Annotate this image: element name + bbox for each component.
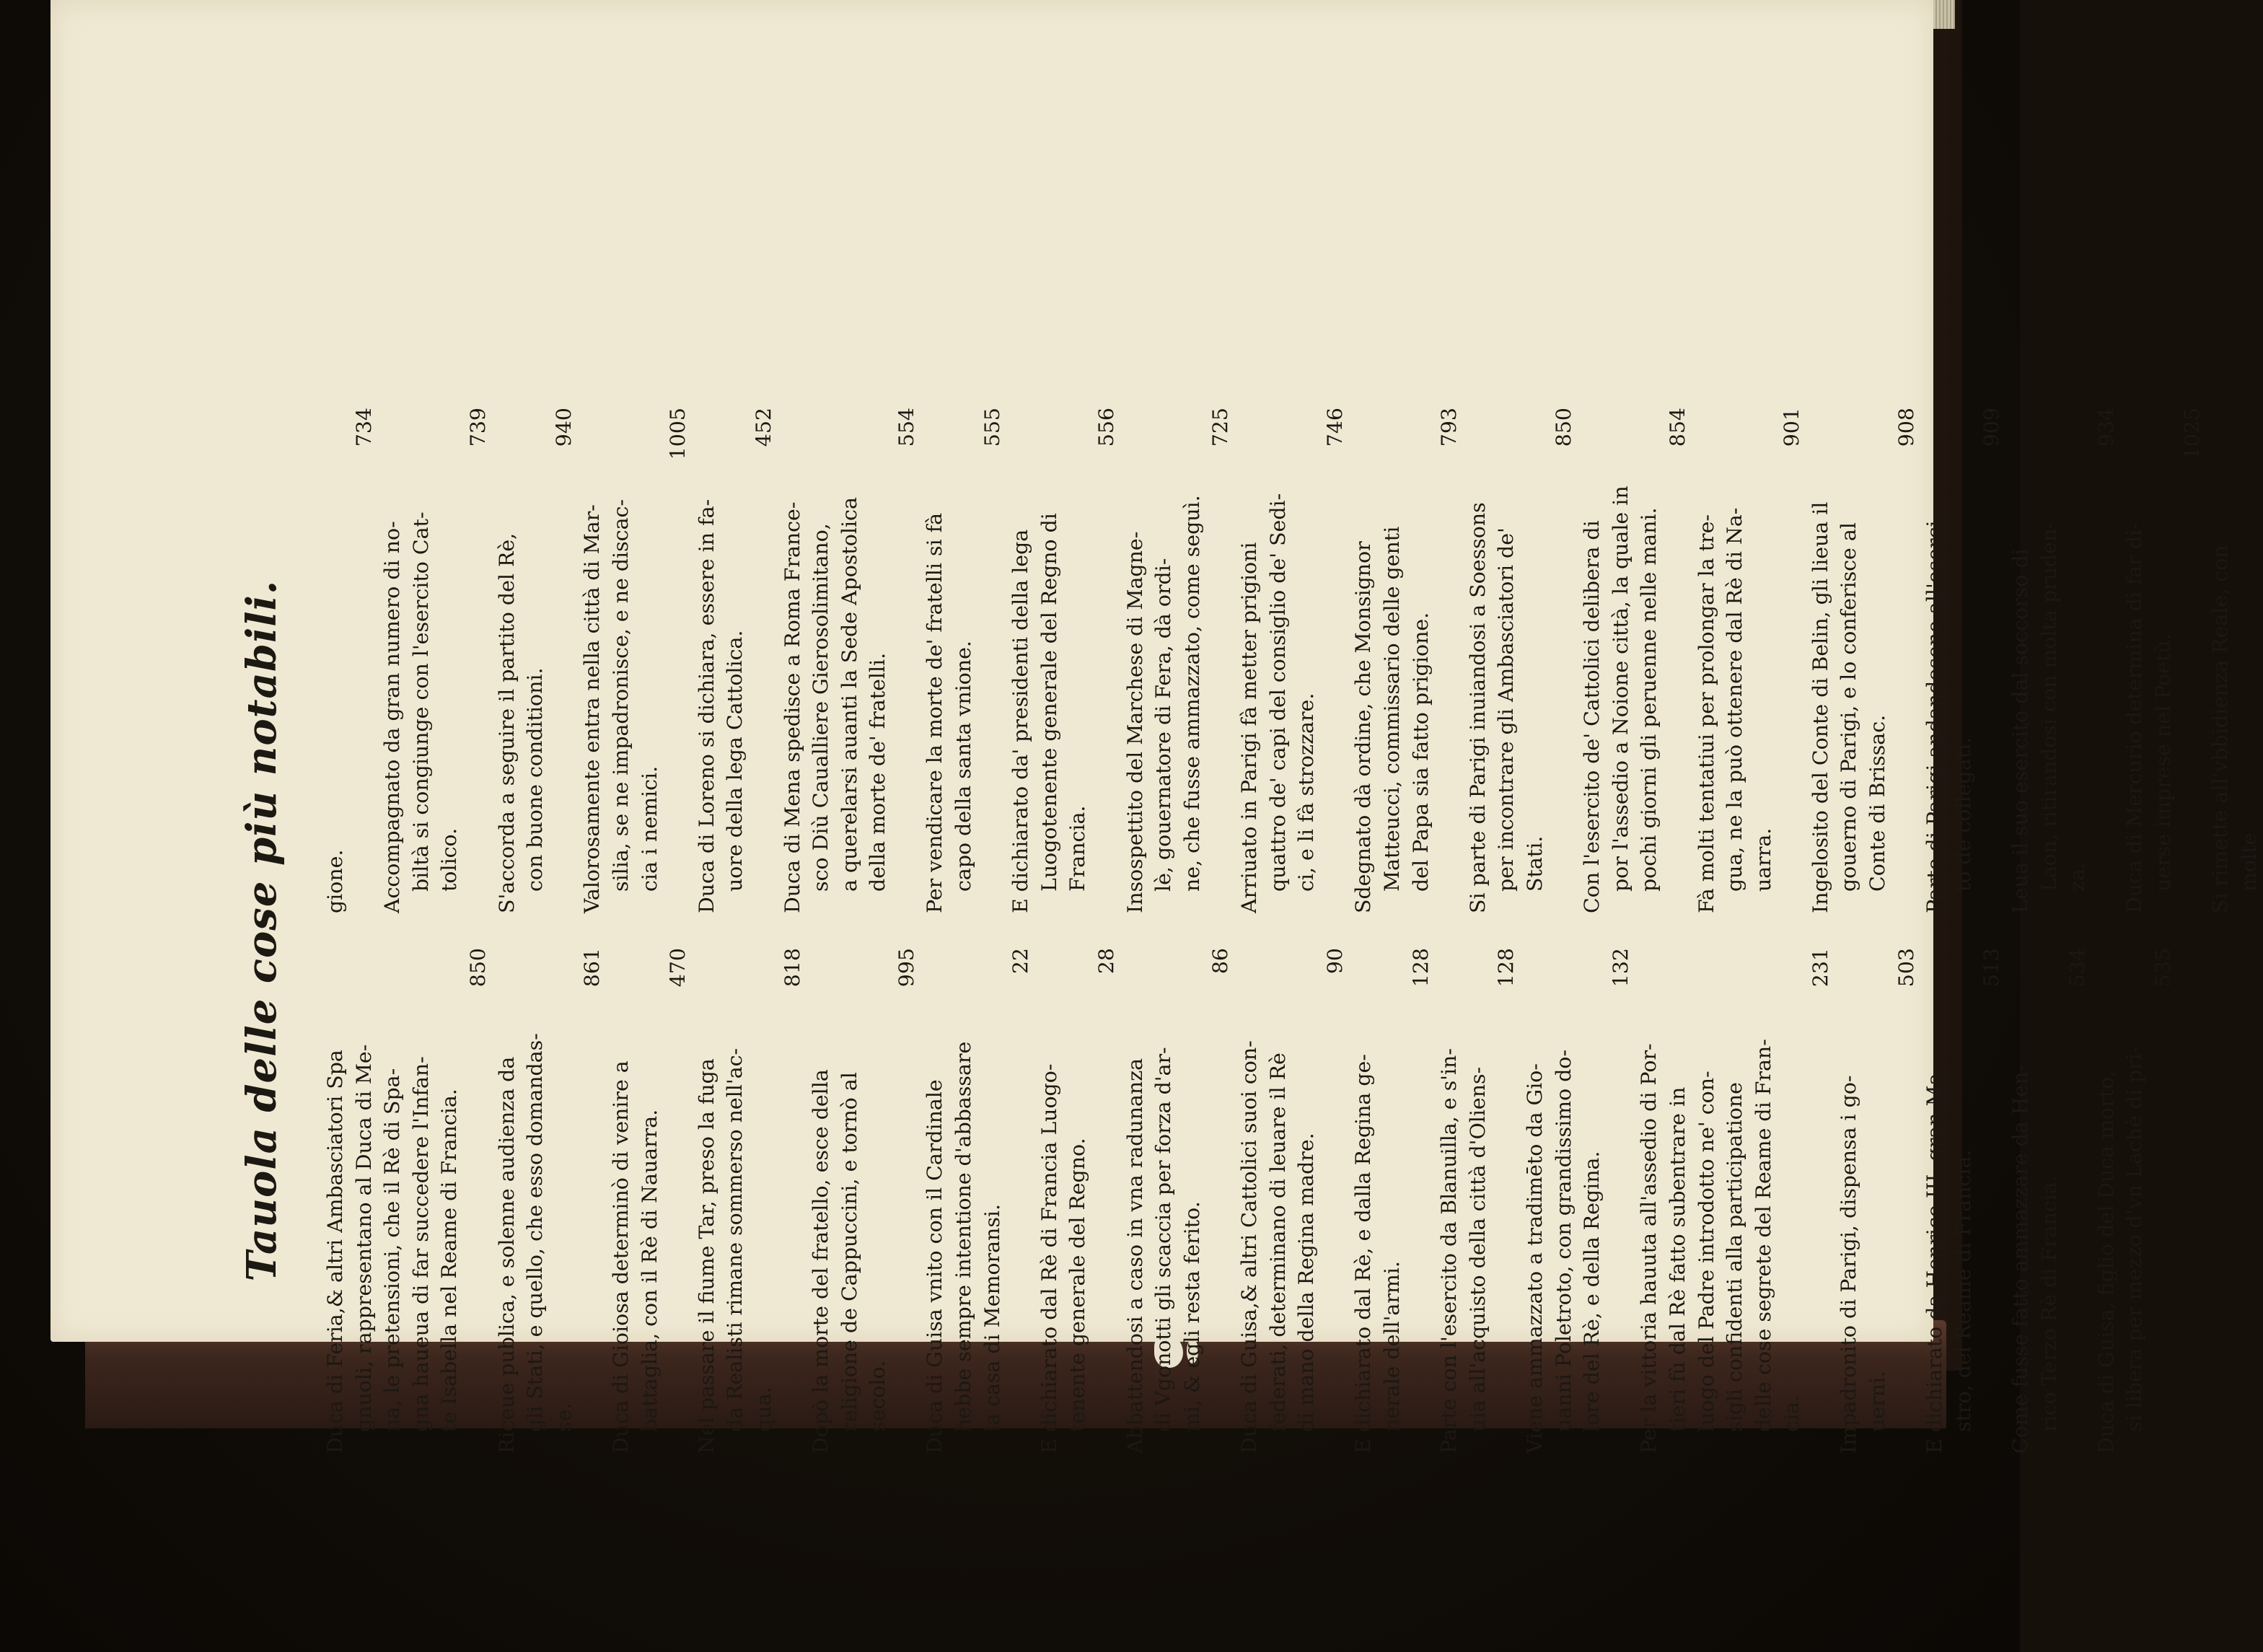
index-entry-line: to de collegati. <box>1951 737 1975 892</box>
index-entry-page-number: 555 <box>980 408 1004 447</box>
index-entry-page-number: 734 <box>351 408 376 447</box>
index-entry-page-number: 534 <box>2065 948 2090 988</box>
index-entry-line: tenente generale del Regno. <box>1065 1138 1090 1432</box>
index-entry-page-number-line <box>1977 948 2006 1454</box>
index-entry-line: Duca di Gioiosa determinò di venire a <box>608 1060 633 1454</box>
index-entry-line: pochi giorni gli peruenne nelle mani. <box>1637 507 1661 892</box>
index-entry-line: Per la vittoria hauuta all'assedio di Por- <box>1637 1043 1661 1454</box>
index-entry-line: Stati. <box>1522 835 1547 892</box>
index-entry-page-number-line <box>1092 408 1121 913</box>
index-entry-line: mi, & egli resta ferito. <box>1179 1201 1204 1432</box>
index-entry-line: hebbe sempre intentione d'abbassare <box>952 1041 976 1432</box>
index-entry-page-number: 725 <box>1208 408 1233 447</box>
index-entry <box>1349 948 1435 1454</box>
index-entry-page-number-line <box>1492 948 1521 1454</box>
index-entry-page-number: 28 <box>1094 948 1119 975</box>
index-entry-line: ne, che fusse ammazzato, come seguì. <box>1179 495 1204 892</box>
index-entry <box>378 408 492 913</box>
index-entry <box>1235 948 1349 1454</box>
index-entry <box>693 948 807 1454</box>
index-entry-line: Valorosamente entra nella città di Mar- <box>580 504 605 913</box>
index-entry-page-number-line <box>750 408 778 913</box>
index-entry-page-number: 940 <box>551 408 576 447</box>
index-entry-line: della morte de' fratelli. <box>866 652 890 892</box>
index-entry-line: Sdegnato dà ordine, che Monsignor <box>1351 541 1376 913</box>
index-entry <box>920 948 1034 1454</box>
index-entry-line: Parte di Parigi andandosene all'eserci- <box>1923 513 1947 913</box>
index-entry-line: delle cose segrete del Reame di Fran- <box>1751 1039 1775 1432</box>
index-entry-line: Duca di Guisa,& altri Cattolici suoi con- <box>1237 1040 1261 1454</box>
index-entry-page-number-line <box>892 948 921 1454</box>
index-entry-line: por l'assedio a Noione città, la quale in <box>1608 486 1633 892</box>
index-entry-line: gna haueua di far succedere l'Infan- <box>408 1056 433 1432</box>
index-entry-page-number-line <box>550 408 579 913</box>
index-entry <box>1635 948 1834 1454</box>
index-entry-line: gua, ne la può ottenere dal Rè di Na- <box>1723 507 1747 892</box>
index-entry-page-number: 739 <box>465 408 490 447</box>
index-entry-page-number-line <box>578 948 607 1454</box>
index-entry-line: biltà si congiunge con l'esercito Cat- <box>408 511 433 892</box>
index-entry-page-number: 22 <box>1009 948 1033 975</box>
index-entry-line: di Vgonotti gli scaccia per forza d'ar- <box>1151 1047 1176 1432</box>
index-entry <box>1920 948 2006 1454</box>
index-entry <box>2120 408 2206 913</box>
index-entry-line: sco Diù Caualliere Gierosolimitano, <box>809 523 833 892</box>
index-entry-line: Riceue publica, e solenne audienza da <box>494 1056 519 1454</box>
index-entry <box>321 408 378 913</box>
index-entry <box>2092 948 2178 1454</box>
index-entry-page-number: 861 <box>580 948 605 988</box>
index-entry-line: Duca di Guisa vnito con il Cardinale <box>923 1079 947 1454</box>
index-entry-line: Arriuato in Parigi fà metter prigioni <box>1237 542 1261 913</box>
index-entry-page-number: 909 <box>1979 408 2004 447</box>
index-entry-line: uerse imprese nel Poetù. <box>2151 633 2175 892</box>
index-entry <box>2006 948 2092 1454</box>
index-entry-line: rico Terzo Rè di Francia. <box>2036 1175 2061 1432</box>
index-entry <box>778 408 921 913</box>
index-entry-line: uarra. <box>1751 827 1775 892</box>
index-entry-line: uore della lega Cattolica. <box>723 630 747 892</box>
index-entry <box>1349 408 1463 913</box>
index-entry <box>1435 948 1521 1454</box>
index-entry-line: Abbattendosi a caso in vna radunanza <box>1122 1058 1147 1454</box>
index-entry <box>2206 408 2263 913</box>
index-entry-line: na, le pretensioni, che il Rè di Spa- <box>380 1068 405 1432</box>
index-entry-line: Francia. <box>1065 805 1090 892</box>
index-entry-line: Laon, ritirandosi con molta pruden- <box>2036 522 2061 892</box>
index-entry-page-number: 901 <box>1780 408 1804 447</box>
index-entry-line: qua. <box>751 1387 775 1432</box>
index-entry-line: Fà molti tentatiui per prolongar la tre- <box>1694 514 1718 913</box>
index-entry <box>1834 948 1920 1454</box>
index-entry-line: del Papa sia fatto prigione. <box>1408 612 1433 892</box>
index-entry-line: da Realisti rimane sommerso nell'ac- <box>723 1047 747 1432</box>
index-entry-line: religione de Cappuccini, e tornò al <box>837 1072 861 1432</box>
index-entry-line: Ingelosito del Conte di Belin, gli lieua il <box>1808 501 1832 913</box>
index-entry-line: cia. <box>1780 1395 1804 1432</box>
index-entry <box>1235 408 1349 913</box>
index-entry-line: lore del Rè, e della Regina. <box>1580 1151 1604 1432</box>
index-entry-line: za. <box>2065 862 2090 892</box>
index-entry-page-number: 746 <box>1322 408 1347 447</box>
index-entry-page-number: 854 <box>1665 408 1689 447</box>
index-entry <box>1920 408 2006 913</box>
page-text-block <box>238 408 2261 1454</box>
index-entry-page-number-line <box>1435 408 1464 913</box>
index-entry <box>1464 408 1578 913</box>
index-entry-page-number-line <box>978 408 1007 913</box>
index-entry-line: nerale dell'armi. <box>1379 1261 1404 1432</box>
index-entry-page-number: 850 <box>1551 408 1576 447</box>
index-entry-page-number-line <box>1892 408 1921 913</box>
index-entry-line: Luogotenente generale del Regno di <box>1037 513 1061 892</box>
index-entry-line: battaglia, con il Rè di Nauarra. <box>637 1109 662 1432</box>
index-entry <box>1578 408 1692 913</box>
index-entry-line: stro, del Reame di Francia. <box>1951 1149 1975 1432</box>
index-entry-line: Leua il suo esercito dal soccorso di <box>2008 548 2033 913</box>
index-entry-line: Dopò la morte del fratello, esce della <box>809 1069 833 1454</box>
index-entry-page-number-line <box>1092 948 1121 1454</box>
page-title: Tauola delle cose più notabili. <box>238 579 286 1282</box>
index-entry-page-number-line <box>778 948 807 1454</box>
index-entry-page-number: 556 <box>1094 408 1119 447</box>
index-entry-page-number-line <box>1778 408 1806 913</box>
index-entry-line: la casa di Memoransi. <box>980 1204 1004 1432</box>
index-entry-page-number-line <box>664 408 693 913</box>
index-entry-line: te Isabella nel Reame di Francia. <box>437 1089 462 1432</box>
index-entry-page-number-line <box>892 408 921 913</box>
index-entry-page-number: 793 <box>1437 408 1462 447</box>
index-entry <box>578 408 692 913</box>
index-entry-line: quattro de' capi del consiglio de' Sedi- <box>1265 493 1290 892</box>
index-entry-page-number-line <box>350 408 379 913</box>
index-entry <box>1121 948 1235 1454</box>
index-entry-page-number: 128 <box>1494 948 1519 988</box>
index-entry-line: Con l'esercito de' Cattolici delibera di <box>1580 520 1604 913</box>
index-entry-page-number-line <box>1206 408 1235 913</box>
index-entry-page-number-line <box>2178 408 2207 913</box>
index-entry <box>1035 948 1121 1454</box>
index-entry-line: Duca di Mena spedisce a Roma France- <box>780 501 804 913</box>
index-entry-line: tieri fù dal Rè fatto subentrare in <box>1665 1086 1689 1432</box>
index-entry-page-number: 90 <box>1322 948 1347 975</box>
index-entry-page-number-line <box>1321 408 1350 913</box>
index-entry-line: Come fusse fatto ammazzare da Hen- <box>2008 1064 2033 1454</box>
index-entry-page-number-line <box>1321 948 1350 1454</box>
index-entry-line: Accompagnato da gran numero di no- <box>380 521 405 913</box>
index-entry-line: uerni. <box>1866 1370 1890 1432</box>
index-column-left <box>321 948 2175 1454</box>
index-entry-page-number-line <box>2092 408 2121 913</box>
index-entry-page-number-line <box>1607 948 1635 1454</box>
index-entry-line: Nel passare il fiume Tar, preso la fuga <box>694 1058 719 1454</box>
index-entry-line: molte <box>2236 832 2261 892</box>
index-entry-page-number: 132 <box>1608 948 1633 988</box>
index-entry-line: gli Stati, e quello, che esso domandas- <box>523 1033 548 1432</box>
index-entry <box>321 948 493 1454</box>
index-entry-line: lè, gouernatore di Fera, dà ordi- <box>1151 558 1176 892</box>
index-entry <box>1006 408 1120 913</box>
index-entry-line: gnuoli, rappresentano al Duca di Me- <box>351 1044 376 1432</box>
index-entry-line: E dichiarato da Henrico III. gran Ma- <box>1923 1066 1947 1454</box>
index-entry-page-number: 503 <box>1894 948 1918 988</box>
index-entry <box>493 948 607 1454</box>
index-entry <box>2006 408 2120 913</box>
index-entry-page-number-line <box>1806 948 1835 1454</box>
index-entry-page-number-line <box>1006 948 1035 1454</box>
index-entry-line: uanni Poletroto, con grandissimo do- <box>1551 1049 1576 1432</box>
index-entry-page-number-line <box>464 408 493 913</box>
index-entry-line: E dichiarato dal Rè di Francia Luogo- <box>1037 1063 1061 1454</box>
index-entry-page-number-line <box>1892 948 1921 1454</box>
index-entry-page-number: 513 <box>1979 948 2004 988</box>
index-entry-page-number-line <box>1206 948 1235 1454</box>
index-entry-line: capo della santa vnione. <box>952 641 976 892</box>
index-entry-page-number: 850 <box>465 948 490 988</box>
index-columns <box>321 408 2261 1454</box>
index-entry-line: secolo. <box>866 1360 890 1432</box>
index-entry-line: gouerno di Parigi, e lo conferisce al <box>1837 522 1861 892</box>
index-entry-line: S'accorda a seguire il partito del Rè, <box>494 532 519 913</box>
index-entry-line: uia all'acquisto della città d'Oliens- <box>1465 1066 1490 1432</box>
index-entry-page-number: 470 <box>666 948 690 988</box>
index-entry-page-number: 818 <box>780 948 804 988</box>
index-entry-page-number-line <box>1977 408 2006 913</box>
index-entry-page-number: 1005 <box>666 408 690 460</box>
index-entry-line: federati, determinano di leuare il Rè <box>1265 1053 1290 1432</box>
index-entry-line: Impadronito di Parigi, dispensa i go- <box>1837 1075 1861 1454</box>
index-entry-line: tolico. <box>437 827 462 892</box>
index-entry-line: se. <box>551 1402 576 1432</box>
index-entry-page-number-line <box>2149 948 2178 1454</box>
index-entry-line: sigli confidenti alla participatione <box>1723 1082 1747 1432</box>
index-entry-line: Parte con l'esercito da Blanuilla, e s'in- <box>1437 1048 1462 1454</box>
index-entry-line: Matteucci, commissario delle genti <box>1379 526 1404 892</box>
index-entry-line: per incontrare gli Ambasciatori de' <box>1494 527 1519 892</box>
index-entry-line: Duca di Guisa, figlio del Duca morto, <box>2093 1070 2118 1454</box>
index-entry-line: Viene ammazzato a tradimēto da Gio- <box>1522 1063 1547 1454</box>
index-entry-line: gione. <box>323 849 347 913</box>
index-entry-page-number: 128 <box>1408 948 1433 988</box>
index-entry-line: Si rimette all'vbbidienza Reale, con <box>2208 545 2233 913</box>
index-entry-line: E dichiarato da' presidenti della lega <box>1009 529 1033 913</box>
index-entry-page-number-line <box>664 948 693 1454</box>
index-entry-line: cia i nemici. <box>637 765 662 892</box>
index-entry <box>1121 408 1235 913</box>
index-entry-line: E dichiarato dal Rè, e dalla Regina ge- <box>1351 1054 1376 1454</box>
index-entry-line: Duca di Feria,& altri Ambasciatori Spa <box>323 1050 347 1454</box>
index-entry-page-number-line <box>464 948 493 1454</box>
index-entry-line: ci, e li fà strozzare. <box>1294 693 1319 892</box>
index-entry-line: con buone conditioni. <box>523 667 548 892</box>
index-entry-line: Per vendicare la morte de' fratelli si fà <box>923 512 947 913</box>
index-entry-line: Conte di Brissac. <box>1866 714 1890 892</box>
index-entry-line: Duca di Loreno si dichiara, essere in fa- <box>694 498 719 913</box>
index-entry-page-number: 535 <box>2151 948 2175 988</box>
index-entry <box>493 408 579 913</box>
index-entry <box>1692 408 1806 913</box>
index-entry-page-number: 231 <box>1808 948 1832 988</box>
index-entry <box>920 408 1006 913</box>
index-entry-line: Insospettito del Marchese di Magne- <box>1122 531 1147 913</box>
index-entry-line: di mano della Regina madre. <box>1294 1133 1319 1432</box>
index-entry-line: a querelarsi auanti la Sede Apostolica <box>837 497 861 892</box>
index-entry-page-number: 554 <box>894 408 918 447</box>
index-entry-page-number: 1025 <box>2179 408 2204 460</box>
index-entry-page-number-line <box>2063 948 2092 1454</box>
index-entry-page-number: 86 <box>1208 948 1233 975</box>
index-entry <box>1806 408 1920 913</box>
index-entry-page-number: 452 <box>751 408 775 447</box>
index-entry-line: luogo del Padre introdotto ne' con- <box>1694 1071 1718 1432</box>
index-entry-line: silia, se ne impadronisce, e ne discac- <box>608 499 633 892</box>
index-entry <box>693 408 778 913</box>
index-entry-line: Duca di Mercurio determina di far di- <box>2122 522 2147 913</box>
index-entry-page-number-line <box>1407 948 1436 1454</box>
index-entry-page-number: 908 <box>1894 408 1918 447</box>
index-entry <box>807 948 920 1454</box>
index-entry-page-number-line <box>1550 408 1578 913</box>
index-column-right <box>321 408 2261 913</box>
index-entry <box>1521 948 1635 1454</box>
index-entry-page-number: 995 <box>894 948 918 988</box>
index-entry-page-number-line <box>1664 408 1692 913</box>
index-entry-line: Si parte di Parigi inuiandosi a Soessons <box>1465 502 1490 913</box>
index-entry <box>607 948 693 1454</box>
index-entry-line: si libera per mezzo d'vn Lachè di pri- <box>2122 1046 2147 1432</box>
index-entry-page-number: 934 <box>2093 408 2118 447</box>
